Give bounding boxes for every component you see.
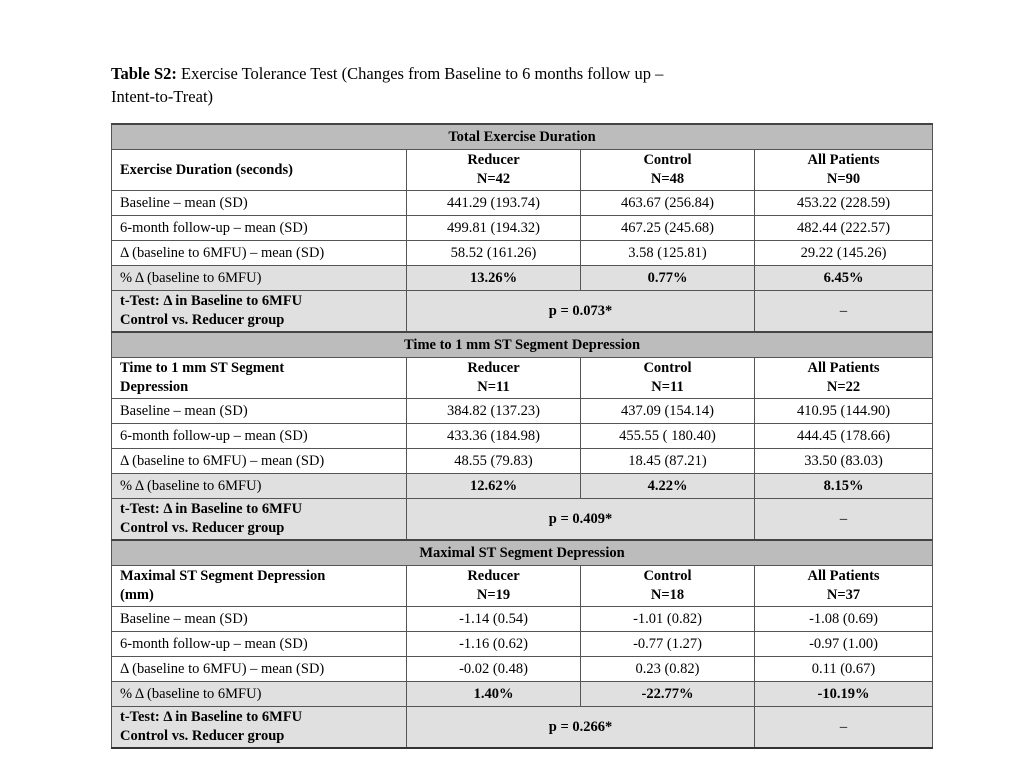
row-label: Baseline – mean (SD): [112, 607, 407, 632]
row-value: 0.11 (0.67): [755, 657, 933, 682]
section-title: Total Exercise Duration: [112, 124, 933, 150]
row-label: % Δ (baseline to 6MFU): [112, 474, 407, 499]
row-value: 33.50 (83.03): [755, 449, 933, 474]
table-row: [112, 241, 933, 266]
row-value: 433.36 (184.98): [407, 424, 581, 449]
row-label: Baseline – mean (SD): [112, 191, 407, 216]
group-header-line1: Reducer: [467, 360, 520, 376]
row-label: % Δ (baseline to 6MFU): [112, 266, 407, 291]
section-header-row: [112, 332, 933, 358]
t-test-label: [112, 499, 407, 541]
row-value: -0.77 (1.27): [581, 632, 755, 657]
t-test-label-line1: t-Test: Δ in Baseline to 6MFU: [120, 501, 303, 517]
t-test-label-line1: t-Test: Δ in Baseline to 6MFU: [120, 293, 303, 309]
p-value: p = 0.266*: [407, 707, 755, 749]
column-header-row: [112, 150, 933, 191]
row-value: -1.08 (0.69): [755, 607, 933, 632]
row-value: -1.01 (0.82): [581, 607, 755, 632]
row-value: 29.22 (145.26): [755, 241, 933, 266]
section-title: Maximal ST Segment Depression: [112, 540, 933, 566]
group-header: [755, 358, 933, 399]
row-value: 467.25 (245.68): [581, 216, 755, 241]
row-value: 441.29 (193.74): [407, 191, 581, 216]
row-value: 437.09 (154.14): [581, 399, 755, 424]
p-value: p = 0.073*: [407, 291, 755, 333]
group-header-line2: N=11: [477, 379, 510, 395]
row-value: -1.14 (0.54): [407, 607, 581, 632]
percent-value: 6.45%: [755, 266, 933, 291]
percent-value: 8.15%: [755, 474, 933, 499]
row-value: 384.82 (137.23): [407, 399, 581, 424]
group-header: [581, 566, 755, 607]
section-header-row: [112, 540, 933, 566]
group-header-line2: N=48: [650, 171, 685, 187]
row-value: 410.95 (144.90): [755, 399, 933, 424]
percent-change-row: [112, 682, 933, 707]
row-value: 58.52 (161.26): [407, 241, 581, 266]
group-header-line2: N=18: [650, 587, 685, 603]
t-test-label: [112, 707, 407, 749]
row-label: % Δ (baseline to 6MFU): [112, 682, 407, 707]
group-header: [407, 566, 581, 607]
row-label-header-line2: (mm): [120, 587, 154, 603]
percent-value: 4.22%: [581, 474, 755, 499]
row-value: 0.23 (0.82): [581, 657, 755, 682]
group-header-line1: All Patients: [807, 360, 880, 376]
percent-value: 13.26%: [407, 266, 581, 291]
table-row: [112, 191, 933, 216]
group-header-line1: All Patients: [807, 152, 880, 168]
caption-label: Table S2:: [111, 64, 177, 83]
group-header: [581, 150, 755, 191]
row-value: -1.16 (0.62): [407, 632, 581, 657]
row-label-header-line1: Maximal ST Segment Depression: [120, 568, 326, 584]
group-header-line2: N=90: [826, 171, 861, 187]
row-value: 18.45 (87.21): [581, 449, 755, 474]
t-test-label-line2: Control vs. Reducer group: [120, 312, 285, 328]
t-test-label-line2: Control vs. Reducer group: [120, 728, 285, 744]
group-header: [755, 150, 933, 191]
table-row: [112, 216, 933, 241]
caption-text: Exercise Tolerance Test (Changes from Baseline to 6 months follow up –: [176, 64, 664, 83]
group-header-line1: Reducer: [467, 568, 520, 584]
row-value: 455.55 ( 180.40): [581, 424, 755, 449]
row-label: 6-month follow-up – mean (SD): [112, 632, 407, 657]
group-header-line2: N=42: [476, 171, 511, 187]
row-value: 3.58 (125.81): [581, 241, 755, 266]
row-value: 482.44 (222.57): [755, 216, 933, 241]
group-header-line2: N=19: [476, 587, 511, 603]
row-label-header-line1: Time to 1 mm ST Segment: [120, 360, 285, 376]
group-header-line1: Control: [643, 152, 692, 168]
percent-value: -22.77%: [581, 682, 755, 707]
row-label-header: [112, 358, 407, 399]
group-header-line2: N=22: [826, 379, 861, 395]
group-header-line1: Reducer: [467, 152, 520, 168]
all-patients-dash: –: [755, 291, 933, 333]
all-patients-dash: –: [755, 499, 933, 541]
section-header-row: [112, 124, 933, 150]
row-label: Δ (baseline to 6MFU) – mean (SD): [112, 449, 407, 474]
all-patients-dash: –: [755, 707, 933, 749]
row-value: -0.02 (0.48): [407, 657, 581, 682]
group-header-line2: N=37: [826, 587, 861, 603]
table-row: [112, 632, 933, 657]
p-value: p = 0.409*: [407, 499, 755, 541]
row-label: 6-month follow-up – mean (SD): [112, 424, 407, 449]
percent-value: 1.40%: [407, 682, 581, 707]
row-label-header-line1: Exercise Duration (seconds): [120, 161, 293, 178]
group-header: [407, 358, 581, 399]
percent-value: 0.77%: [581, 266, 755, 291]
group-header: [581, 358, 755, 399]
row-value: 499.81 (194.32): [407, 216, 581, 241]
column-header-row: [112, 566, 933, 607]
row-value: 444.45 (178.66): [755, 424, 933, 449]
section-title: Time to 1 mm ST Segment Depression: [112, 332, 933, 358]
row-label: Baseline – mean (SD): [112, 399, 407, 424]
caption-text-line2: Intent-to-Treat): [111, 87, 214, 106]
percent-value: 12.62%: [407, 474, 581, 499]
row-value: 453.22 (228.59): [755, 191, 933, 216]
row-label-header-line2: Depression: [120, 379, 189, 395]
t-test-row: [112, 499, 933, 541]
exercise-tolerance-table: [111, 123, 933, 749]
row-label: Δ (baseline to 6MFU) – mean (SD): [112, 657, 407, 682]
row-label: Δ (baseline to 6MFU) – mean (SD): [112, 241, 407, 266]
t-test-label: [112, 291, 407, 333]
t-test-label-line2: Control vs. Reducer group: [120, 520, 285, 536]
group-header-line1: Control: [643, 568, 692, 584]
row-label: 6-month follow-up – mean (SD): [112, 216, 407, 241]
table-caption: [111, 62, 871, 108]
percent-change-row: [112, 266, 933, 291]
table-row: [112, 657, 933, 682]
group-header: [407, 150, 581, 191]
row-value: 463.67 (256.84): [581, 191, 755, 216]
row-label-header: [112, 150, 407, 191]
percent-change-row: [112, 474, 933, 499]
row-value: -0.97 (1.00): [755, 632, 933, 657]
group-header: [755, 566, 933, 607]
table-row: [112, 399, 933, 424]
group-header-line1: All Patients: [807, 568, 880, 584]
t-test-row: [112, 291, 933, 333]
row-value: 48.55 (79.83): [407, 449, 581, 474]
t-test-row: [112, 707, 933, 749]
percent-value: -10.19%: [755, 682, 933, 707]
column-header-row: [112, 358, 933, 399]
t-test-label-line1: t-Test: Δ in Baseline to 6MFU: [120, 709, 303, 725]
group-header-line1: Control: [643, 360, 692, 376]
table-row: [112, 449, 933, 474]
table-row: [112, 424, 933, 449]
row-label-header: [112, 566, 407, 607]
table-row: [112, 607, 933, 632]
group-header-line2: N=11: [651, 379, 684, 395]
